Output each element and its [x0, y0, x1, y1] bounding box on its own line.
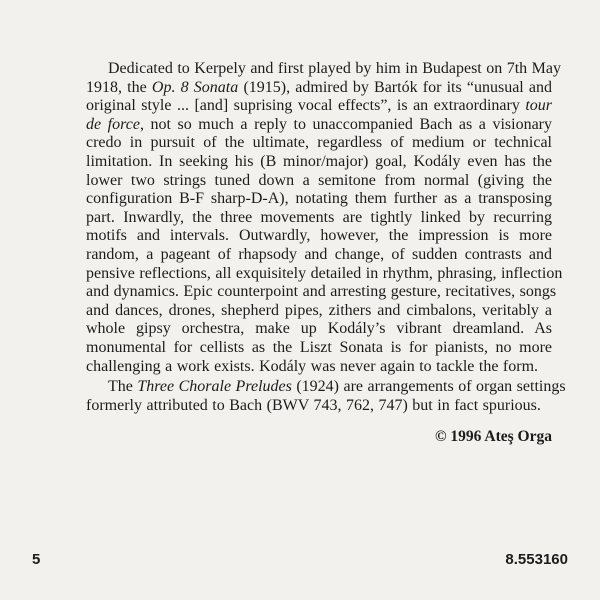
text-segment: (1915), admired by Bartók for its “unusual and: [238, 78, 553, 96]
text-segment: challenging a work exists. Kodály was never again to tackle the form.: [86, 357, 539, 375]
text-line: [86, 246, 552, 265]
text-segment: , not so much a reply to unaccompanied Bach as a visionary: [139, 115, 553, 133]
text-segment: formerly attributed to Bach (BWV 743, 762, 747) but in fact spurious.: [86, 396, 541, 414]
text-segment: configuration B-F sharp-D-A), notating them further as a transposing: [86, 190, 552, 208]
text-segment: part. Inwardly, the three movements are tightly linked by recurring: [86, 208, 552, 226]
text-line: [86, 60, 562, 79]
italic-title: tour: [525, 97, 552, 115]
text-line: [86, 397, 552, 416]
text-segment: monumental for cellists as the Liszt Sonata is for pianists, no more: [86, 338, 552, 356]
text-line: [86, 190, 552, 209]
text-segment: and dynamics. Epic counterpoint and arresting gesture, recitatives, songs: [86, 283, 557, 301]
text-segment: credo in pursuit of the ultimate, regardless of medium or technical: [86, 134, 552, 152]
text-line: [86, 209, 552, 228]
text-line: [86, 264, 563, 284]
page-number: 5: [32, 551, 41, 568]
text-segment: (1924) are arrangements of organ settings: [291, 378, 566, 396]
text-line: [86, 302, 552, 321]
text-segment: original style ... [and] suprising vocal effects”, is an extraordinary: [86, 97, 526, 115]
text-segment: pensive reflections, all exquisitely detailed in rhythm, phrasing, inflection: [86, 264, 563, 282]
text-segment: whole gipsy orchestra, make up Kodály’s vibrant dreamland. As: [86, 320, 552, 338]
text-line: [86, 97, 552, 116]
catalog-number: 8.553160: [505, 551, 568, 568]
text-line: [86, 378, 566, 397]
text-line: [86, 358, 552, 377]
text-line: [86, 116, 552, 135]
text-line: [86, 153, 552, 172]
italic-title: de force: [86, 115, 140, 133]
text-line: [86, 339, 552, 358]
text-line: [86, 172, 552, 191]
text-segment: and dances, drones, shepherd pipes, zithers and cimbalons, veritably a: [86, 301, 552, 319]
text-segment: motifs and intervals. Outwardly, however, the impression is more: [86, 227, 552, 245]
text-line: [86, 134, 552, 153]
text-line: [86, 283, 557, 302]
text-line: [86, 79, 552, 98]
text-line: [86, 320, 552, 339]
text-line: [86, 227, 552, 246]
essay-body: [86, 60, 566, 415]
text-segment: lower two strings tuned down a semitone from normal (giving the: [86, 171, 552, 189]
text-segment: 1918, the: [86, 78, 152, 96]
italic-title: Op. 8 Sonata: [151, 78, 239, 96]
text-segment: random, a pageant of rhapsody and change, of sudden contrasts and: [86, 245, 552, 263]
italic-title: Three Chorale Preludes: [137, 378, 292, 396]
text-segment: Dedicated to Kerpely and first played by him in Budapest on 7th May: [108, 60, 562, 77]
text-segment: The: [108, 378, 138, 396]
copyright-credit: © 1996 Ateş Orga: [434, 428, 552, 445]
text-segment: limitation. In seeking his (B minor/major) goal, Kodály even has the: [86, 152, 552, 170]
